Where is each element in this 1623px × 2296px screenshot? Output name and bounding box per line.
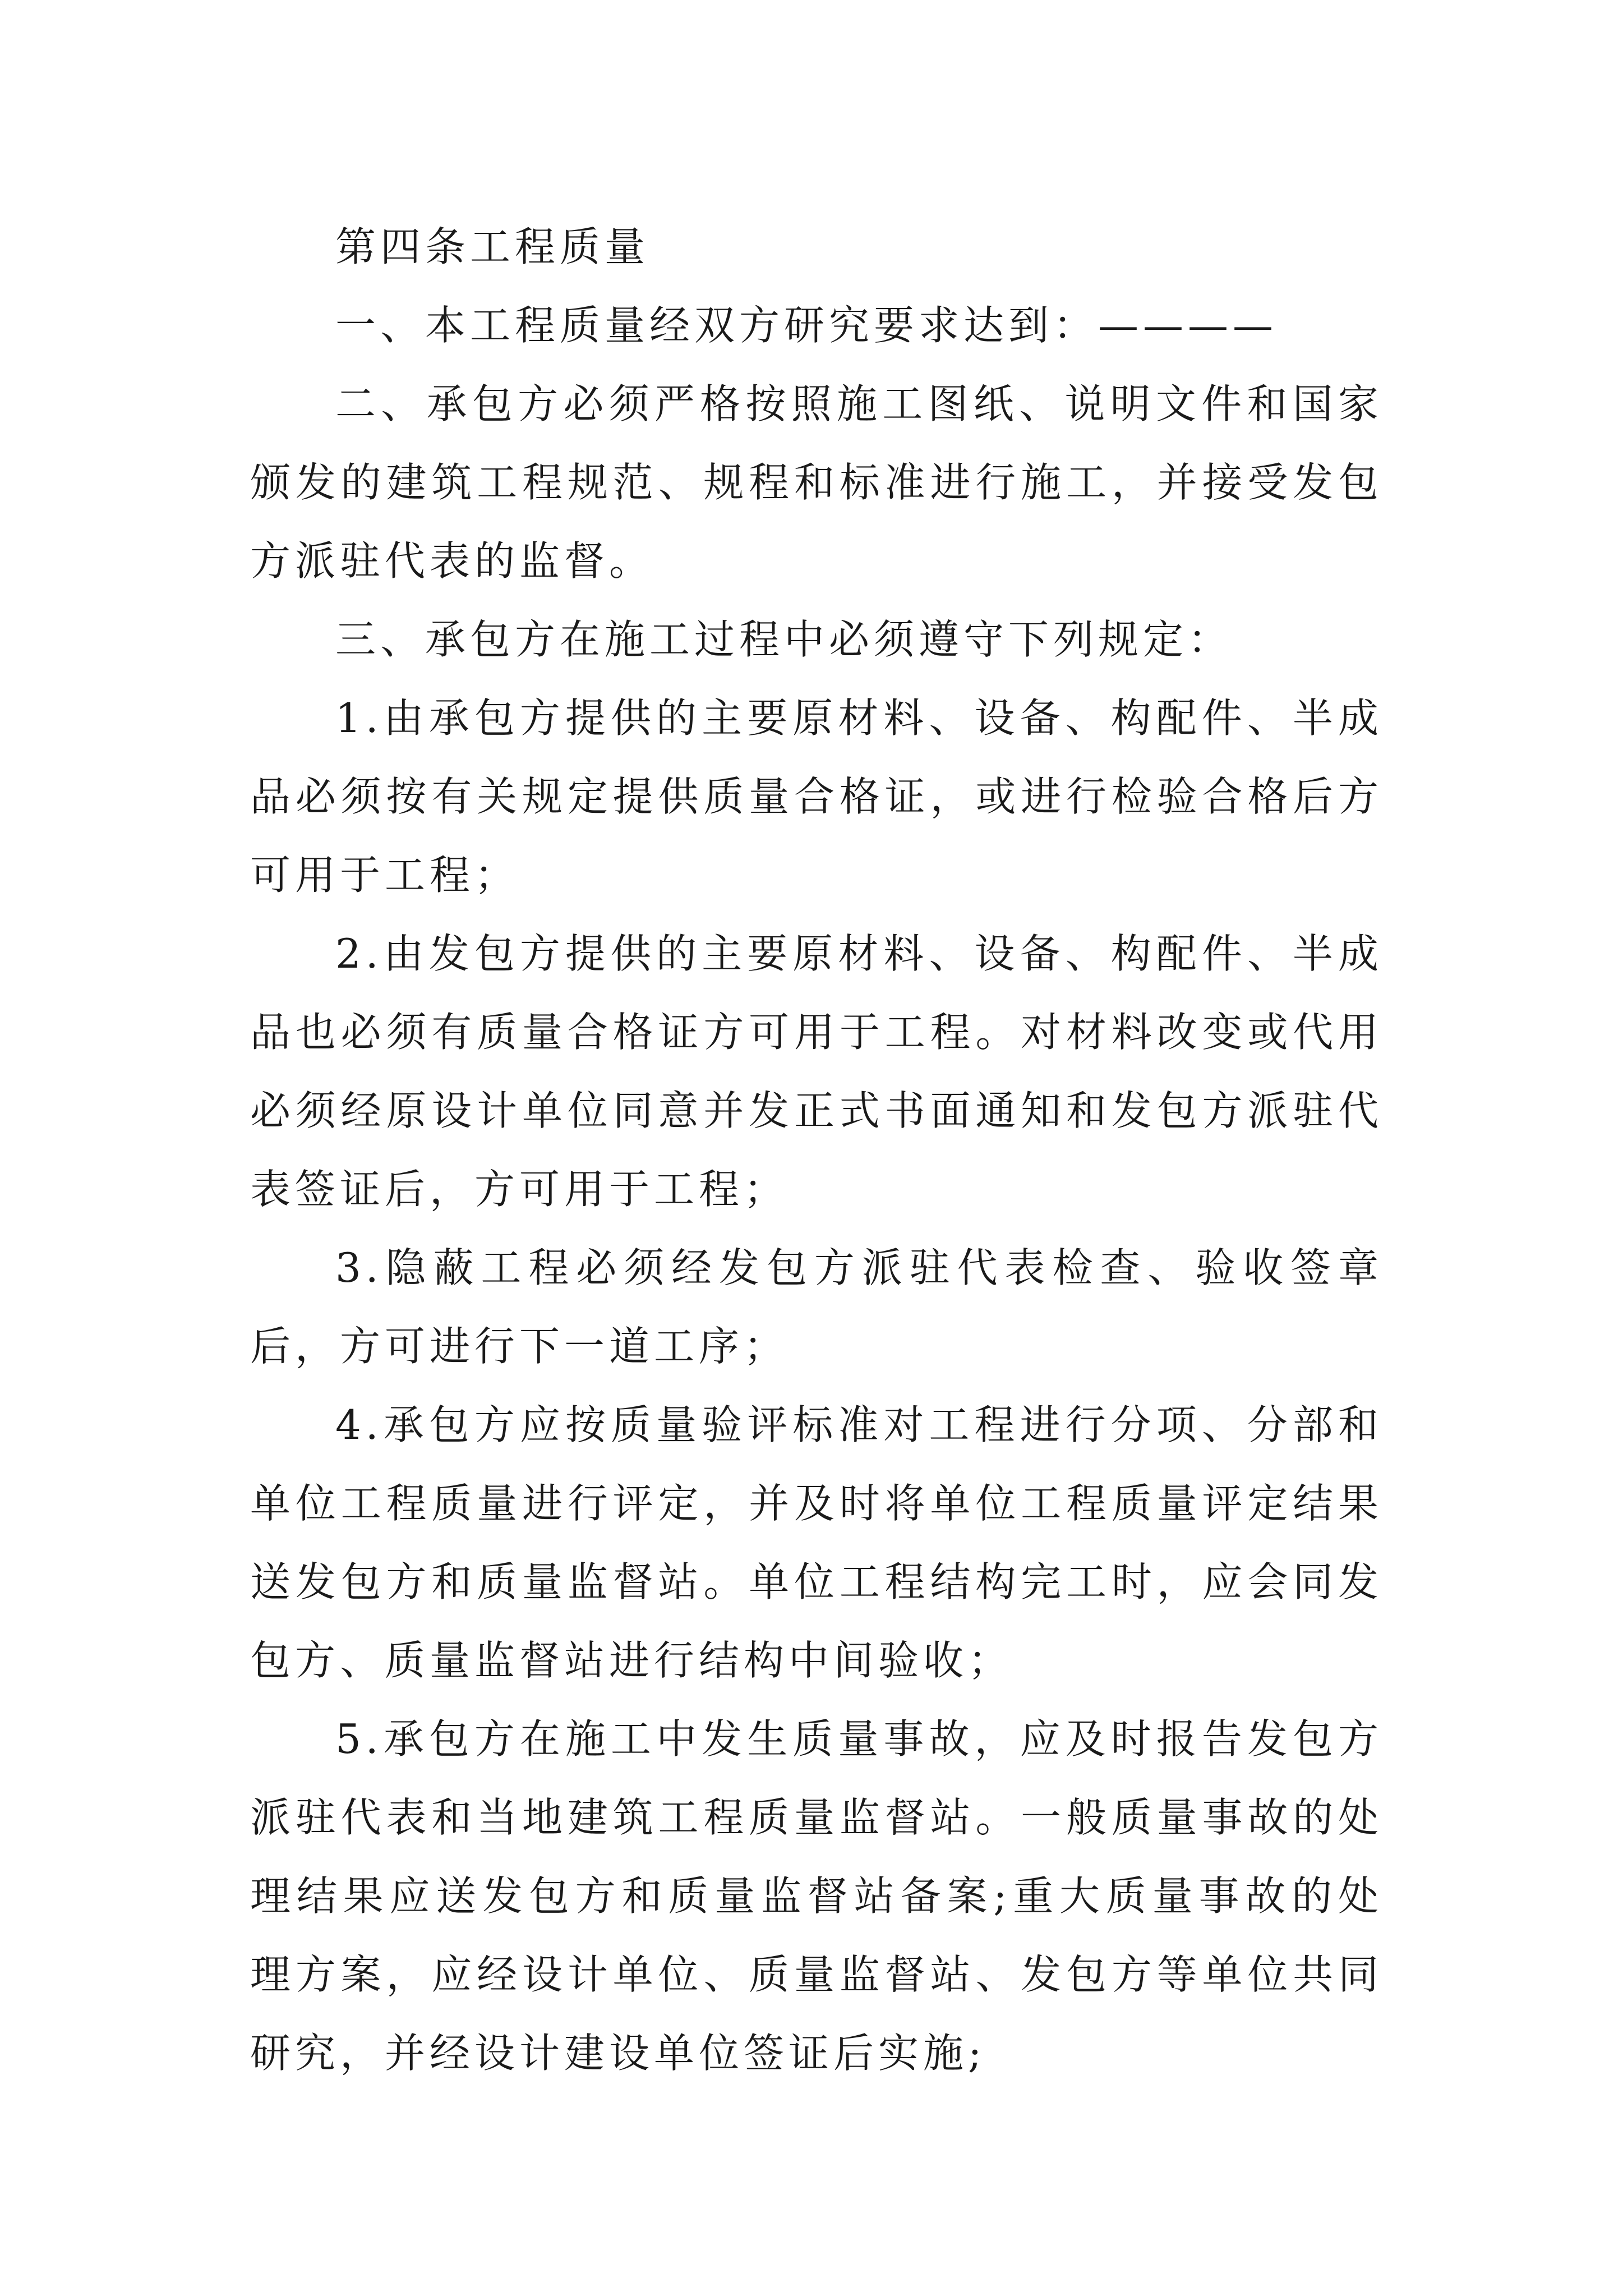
paragraph-item-1: 1.由承包方提供的主要原材料、设备、构配件、半成品必须按有关规定提供质量合格证，或进行检验合格后方可用于工程； <box>250 694 1383 899</box>
paragraph-item-2: 2.由发包方提供的主要原材料、设备、构配件、半成品也必须有质量合格证方可用于工程。对材料改变或代用必须经原设计单位同意并发正式书面通知和发包方派驻代表签证后，方可用于工程； <box>250 930 1383 1213</box>
paragraph-regulations-intro: 三、承包方在施工过程中必须遵守下列规定： <box>335 616 1233 663</box>
document-body <box>250 208 1383 2092</box>
paragraph-item-5: 5.承包方在施工中发生质量事故，应及时报告发包方派驻代表和当地建筑工程质量监督站。一般质量事故的处理结果应送发包方和质量监督站备案;重大质量事故的处理方案，应经设计单位、质量监督站、发包方等单位共同研究，并经设计建设单位签证后实施; <box>250 1715 1383 2077</box>
paragraph-construction-standards: 二、承包方必须严格按照施工图纸、说明文件和国家颁发的建筑工程规范、规程和标准进行施工，并接受发包方派驻代表的监督。 <box>250 380 1383 585</box>
section-heading: 第四条工程质量 <box>335 223 650 270</box>
paragraph-item-3: 3.隐蔽工程必须经发包方派驻代表检查、验收签章后，方可进行下一道工序； <box>250 1244 1383 1370</box>
paragraph-quality-target: 一、本工程质量经双方研究要求达到：———— <box>335 302 1278 349</box>
paragraph-item-4: 4.承包方应按质量验评标准对工程进行分项、分部和单位工程质量进行评定，并及时将单位工程质量评定结果送发包方和质量监督站。单位工程结构完工时，应会同发包方、质量监督站进行结构中间验收； <box>250 1401 1383 1684</box>
